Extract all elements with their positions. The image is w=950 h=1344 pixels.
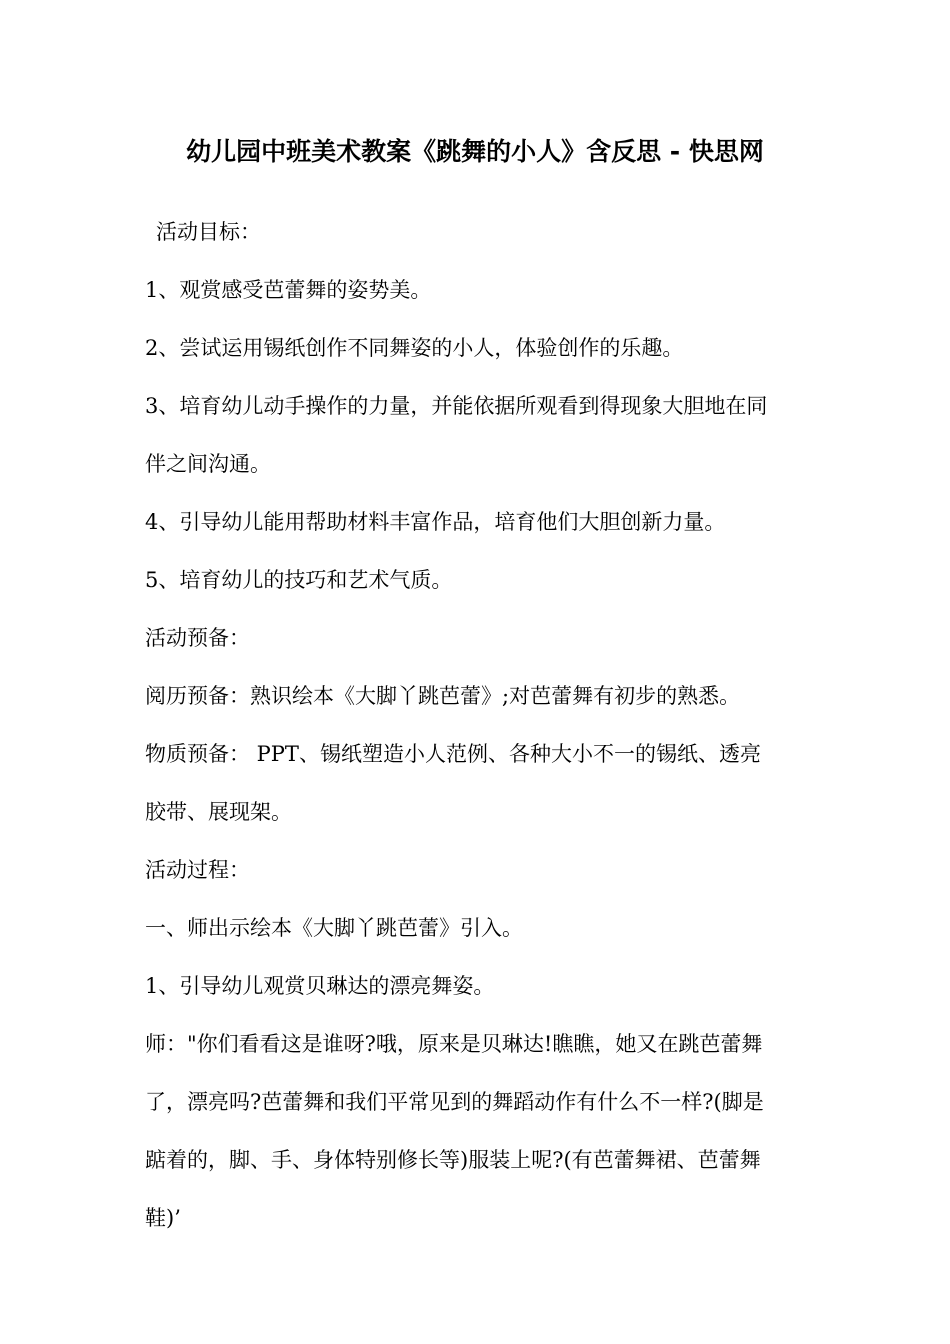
material-preparation-continued: 胶带、展现架。: [145, 800, 292, 824]
goal-item-3: 3、培育幼儿动手操作的力量，并能依据所观看到得现象大胆地在同: [145, 394, 768, 418]
experience-preparation: 阅历预备：熟识绘本《大脚丫跳芭蕾》;对芭蕾舞有初步的熟悉。: [145, 684, 741, 708]
teacher-dialogue: 师："你们看看这是谁呀?哦，原来是贝琳达!瞧瞧，她又在跳芭蕾舞: [145, 1032, 763, 1056]
goal-item-1: 1、观赏感受芭蕾舞的姿势美。: [145, 278, 432, 302]
process-substep-1: 1、引导幼儿观赏贝琳达的漂亮舞姿。: [145, 974, 495, 998]
goal-item-5: 5、培育幼儿的技巧和艺术气质。: [145, 568, 453, 592]
teacher-dialogue-continued-1: 了，漂亮吗?芭蕾舞和我们平常见到的舞蹈动作有什么不一样?(脚是: [145, 1090, 764, 1114]
process-step-1: 一、师出示绘本《大脚丫跳芭蕾》引入。: [145, 916, 523, 940]
section-heading-goals: 活动目标：: [156, 220, 261, 244]
document-title: 幼儿园中班美术教案《跳舞的小人》含反思 - 快思网: [186, 137, 764, 166]
material-preparation: 物质预备： PPT、锡纸塑造小人范例、各种大小不一的锡纸、透亮: [145, 742, 761, 766]
goal-item-4: 4、引导幼儿能用帮助材料丰富作品，培育他们大胆创新力量。: [145, 510, 726, 534]
section-heading-process: 活动过程：: [145, 858, 250, 882]
teacher-dialogue-continued-2: 踮着的，脚、手、身体特别修长等)服装上呢?(有芭蕾舞裙、芭蕾舞: [145, 1148, 761, 1172]
goal-item-3-continued: 伴之间沟通。: [145, 452, 271, 476]
document-body: [145, 203, 810, 1247]
teacher-dialogue-continued-3: 鞋)’: [145, 1206, 181, 1230]
goal-item-2: 2、尝试运用锡纸创作不同舞姿的小人，体验创作的乐趣。: [145, 336, 684, 360]
section-heading-preparation: 活动预备：: [145, 626, 250, 650]
